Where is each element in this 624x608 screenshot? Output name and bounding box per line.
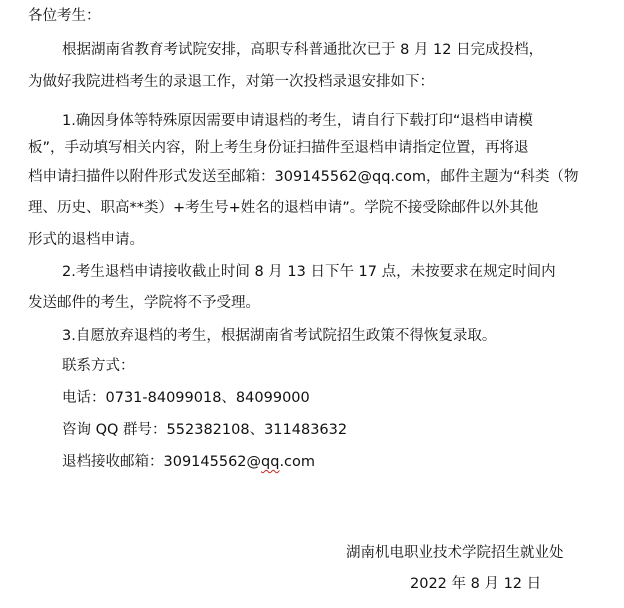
contact-email-prefix: 退档接收邮箱：309145562@ [62,454,262,470]
item-1-line-1: 1.确因身体等特殊原因需要申请退档的考生，请自行下载打印“退档申请模 [62,113,533,129]
item-2-line-2: 发送邮件的考生，学院将不予受理。 [28,295,260,311]
paragraph-1-line-1: 根据湖南省教育考试院安排，高职专科普通批次已于 8 月 12 日完成投档， [62,42,544,58]
greeting: 各位考生： [28,8,101,24]
signature-office: 湖南机电职业技术学院招生就业处 [346,545,564,561]
contact-heading: 联系方式： [62,358,135,374]
contact-email-suffix: .com [279,454,316,470]
item-1-line-2: 板”，手动填写相关内容，附上考生身份证扫描件至退档申请指定位置，再将退 [28,140,529,156]
item-2-line-1: 2.考生退档申请接收截止时间 8 月 13 日下午 17 点，未按要求在规定时间内 [62,264,556,280]
item-1-line-4: 理、历史、职高**类）+考生号+姓名的退档申请”。学院不接受除邮件以外其他 [28,200,539,216]
item-3: 3.自愿放弃退档的考生，根据湖南省考试院招生政策不得恢复录取。 [62,328,497,344]
contact-email [62,452,315,472]
contact-phone: 电话：0731-84099018、84099000 [62,390,310,406]
contact-email-domain: qq [261,454,280,470]
signature-date: 2022 年 8 月 12 日 [410,576,542,592]
contact-qq-group: 咨询 QQ 群号：552382108、311483632 [62,422,348,438]
item-1-line-5: 形式的退档申请。 [28,232,144,248]
item-1-line-3: 档申请扫描件以附件形式发送至邮箱：309145562@qq.com，邮件主题为“科类（物 [28,169,579,185]
paragraph-1-line-2: 为做好我院进档考生的录退工作，对第一次投档录退安排如下： [28,74,434,90]
